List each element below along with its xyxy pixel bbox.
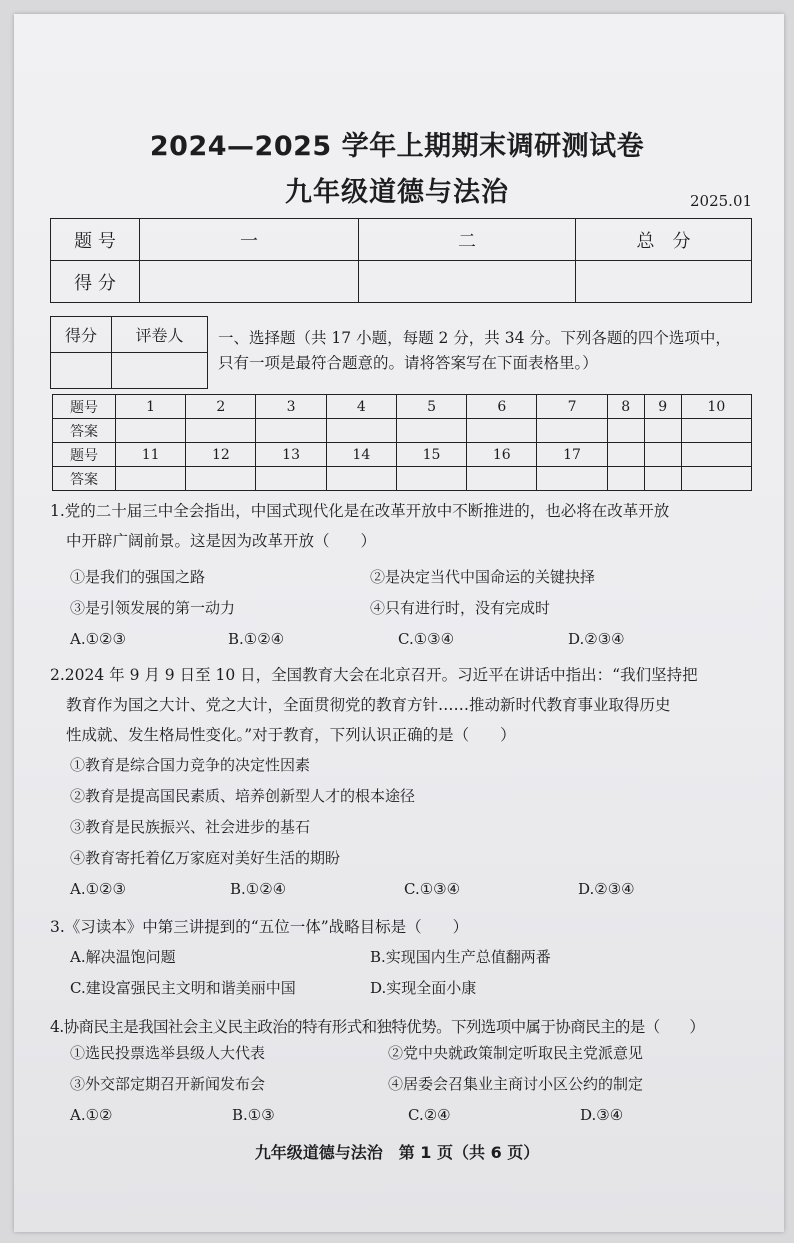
statement-item: ④居委会召集业主商讨小区公约的制定: [388, 1075, 644, 1093]
instruction-line: 只有一项是最符合题意的。请将答案写在下面表格里。）: [218, 354, 598, 372]
grader-table: [50, 316, 208, 389]
statement-item: ③是引领发展的第一动力: [70, 599, 236, 617]
answer-cell[interactable]: [256, 419, 326, 443]
answer-cell[interactable]: [256, 467, 326, 491]
option-a[interactable]: A.①②③: [70, 630, 126, 648]
option-d[interactable]: D.②③④: [568, 630, 625, 648]
answer-cell[interactable]: [467, 467, 537, 491]
option-c[interactable]: C.建设富强民主文明和谐美丽中国: [70, 979, 296, 997]
answer-table-row: [53, 443, 752, 467]
answer-cell[interactable]: [396, 467, 466, 491]
question-number: 6: [467, 395, 537, 419]
option-c[interactable]: C.①③④: [404, 880, 461, 898]
answer-cell[interactable]: [186, 419, 256, 443]
score-cell-total[interactable]: [576, 261, 752, 303]
grader-name-label: 评卷人: [112, 317, 208, 353]
question-2-options: [70, 880, 760, 904]
question-stem: 中开辟广阔前景。这是因为改革开放（ ）: [66, 532, 377, 550]
score-table-header-part1: 一: [140, 219, 359, 261]
question-2: [50, 660, 762, 750]
option-b[interactable]: B.①②④: [228, 630, 285, 648]
answer-cell[interactable]: [644, 419, 681, 443]
question-stem: 3.《习读本》中第三讲提到的“五位一体”战略目标是（ ）: [50, 918, 469, 936]
option-d[interactable]: D.实现全面小康: [370, 979, 477, 997]
question-stem: 4.协商民主是我国社会主义民主政治的特有形式和独特优势。下列选项中属于协商民主的是（ ）: [50, 1018, 705, 1036]
page-footer: 九年级道德与法治 第 1 页（共 6 页）: [254, 1143, 540, 1162]
question-number: 14: [326, 443, 396, 467]
answer-cell[interactable]: [186, 467, 256, 491]
grader-name-cell[interactable]: [112, 353, 208, 389]
answer-cell[interactable]: [116, 467, 186, 491]
option-a[interactable]: A.①②③: [70, 880, 126, 898]
exam-date: 2025.01: [690, 192, 753, 210]
answer-cell[interactable]: [396, 419, 466, 443]
score-table-row-label: 得 分: [51, 261, 140, 303]
option-c[interactable]: C.②④: [408, 1106, 451, 1124]
score-cell-part1[interactable]: [140, 261, 359, 303]
score-table-header-total: 总 分: [576, 219, 752, 261]
answer-cell[interactable]: [607, 467, 644, 491]
question-3: [50, 912, 762, 942]
statement-item: ②党中央就政策制定听取民主党派意见: [388, 1044, 644, 1062]
instruction-line: 一、选择题（共 17 小题，每题 2 分，共 34 分。下列各题的四个选项中，: [218, 329, 731, 347]
question-4-options: [70, 1106, 760, 1130]
statement-item: ①教育是综合国力竞争的决定性因素: [70, 756, 311, 774]
option-c[interactable]: C.①③④: [398, 630, 455, 648]
question-number: 15: [396, 443, 466, 467]
statement-item: ④只有进行时，没有完成时: [370, 599, 551, 617]
question-number: 4: [326, 395, 396, 419]
answer-table-label: 答案: [53, 467, 116, 491]
statement-item: ①是我们的强国之路: [70, 568, 206, 586]
answer-cell[interactable]: [644, 467, 681, 491]
grader-score-cell[interactable]: [51, 353, 112, 389]
answer-table-row: [53, 467, 752, 491]
question-1-options: [70, 630, 760, 654]
question-number: 5: [396, 395, 466, 419]
answer-table-label: 答案: [53, 419, 116, 443]
question-4: [50, 1012, 762, 1042]
question-stem: 2.2024 年 9 月 9 日至 10 日，全国教育大会在北京召开。习近平在讲话中指出：“我们坚持把: [50, 666, 698, 684]
option-a[interactable]: A.解决温饱问题: [70, 948, 176, 966]
answer-cell[interactable]: [116, 419, 186, 443]
answer-table-label: 题号: [53, 395, 116, 419]
exam-title: 2024—2025 学年上期期末调研测试卷: [149, 131, 645, 162]
option-d[interactable]: D.②③④: [578, 880, 635, 898]
score-table-header-part2: 二: [359, 219, 576, 261]
question-number: 1: [116, 395, 186, 419]
statement-item: ①选民投票选举县级人大代表: [70, 1044, 266, 1062]
question-number: 11: [116, 443, 186, 467]
question-1: [50, 496, 762, 556]
option-b[interactable]: B.①③: [232, 1106, 275, 1124]
grader-score-label: 得分: [51, 317, 112, 353]
question-number: 10: [681, 395, 751, 419]
answer-cell[interactable]: [537, 419, 607, 443]
question-3-options: [70, 946, 760, 1006]
question-stem: 教育作为国之大计、党之大计，全面贯彻党的教育方针……推动新时代教育事业取得历史: [66, 696, 671, 714]
question-number: 8: [607, 395, 644, 419]
question-number: 13: [256, 443, 326, 467]
score-table: [50, 218, 752, 303]
question-2-items: [70, 754, 760, 878]
answer-cell[interactable]: [537, 467, 607, 491]
question-4-items: [70, 1042, 760, 1102]
question-number: 17: [537, 443, 607, 467]
answer-cell[interactable]: [681, 419, 751, 443]
question-number: 16: [467, 443, 537, 467]
answer-cell[interactable]: [681, 467, 751, 491]
answer-cell[interactable]: [607, 419, 644, 443]
answer-cell[interactable]: [326, 467, 396, 491]
score-table-header-label: 题 号: [51, 219, 140, 261]
statement-item: ③教育是民族振兴、社会进步的基石: [70, 818, 311, 836]
question-number: 9: [644, 395, 681, 419]
option-b[interactable]: B.①②④: [230, 880, 287, 898]
question-stem: 性成就、发生格局性变化。”对于教育，下列认识正确的是（ ）: [66, 726, 516, 744]
answer-cell[interactable]: [467, 419, 537, 443]
option-a[interactable]: A.①②: [70, 1106, 113, 1124]
question-number: 2: [186, 395, 256, 419]
question-stem: 1.党的二十届三中全会指出，中国式现代化是在改革开放中不断推进的，也必将在改革开放: [50, 502, 670, 520]
question-number: 7: [537, 395, 607, 419]
option-d[interactable]: D.③④: [580, 1106, 624, 1124]
section-instruction: [218, 326, 763, 376]
statement-item: ②是决定当代中国命运的关键抉择: [370, 568, 596, 586]
question-number: [607, 443, 644, 467]
answer-table-row: [53, 419, 752, 443]
question-1-items: [70, 566, 760, 626]
question-number: [644, 443, 681, 467]
answer-table: [52, 394, 752, 491]
question-number: [681, 443, 751, 467]
question-number: 3: [256, 395, 326, 419]
exam-subject: 九年级道德与法治: [285, 177, 509, 208]
question-number: 12: [186, 443, 256, 467]
answer-cell[interactable]: [326, 419, 396, 443]
answer-table-label: 题号: [53, 443, 116, 467]
score-cell-part2[interactable]: [359, 261, 576, 303]
statement-item: ②教育是提高国民素质、培养创新型人才的根本途径: [70, 787, 416, 805]
option-b[interactable]: B.实现国内生产总值翻两番: [370, 948, 551, 966]
statement-item: ③外交部定期召开新闻发布会: [70, 1075, 266, 1093]
statement-item: ④教育寄托着亿万家庭对美好生活的期盼: [70, 849, 341, 867]
answer-table-row: [53, 395, 752, 419]
